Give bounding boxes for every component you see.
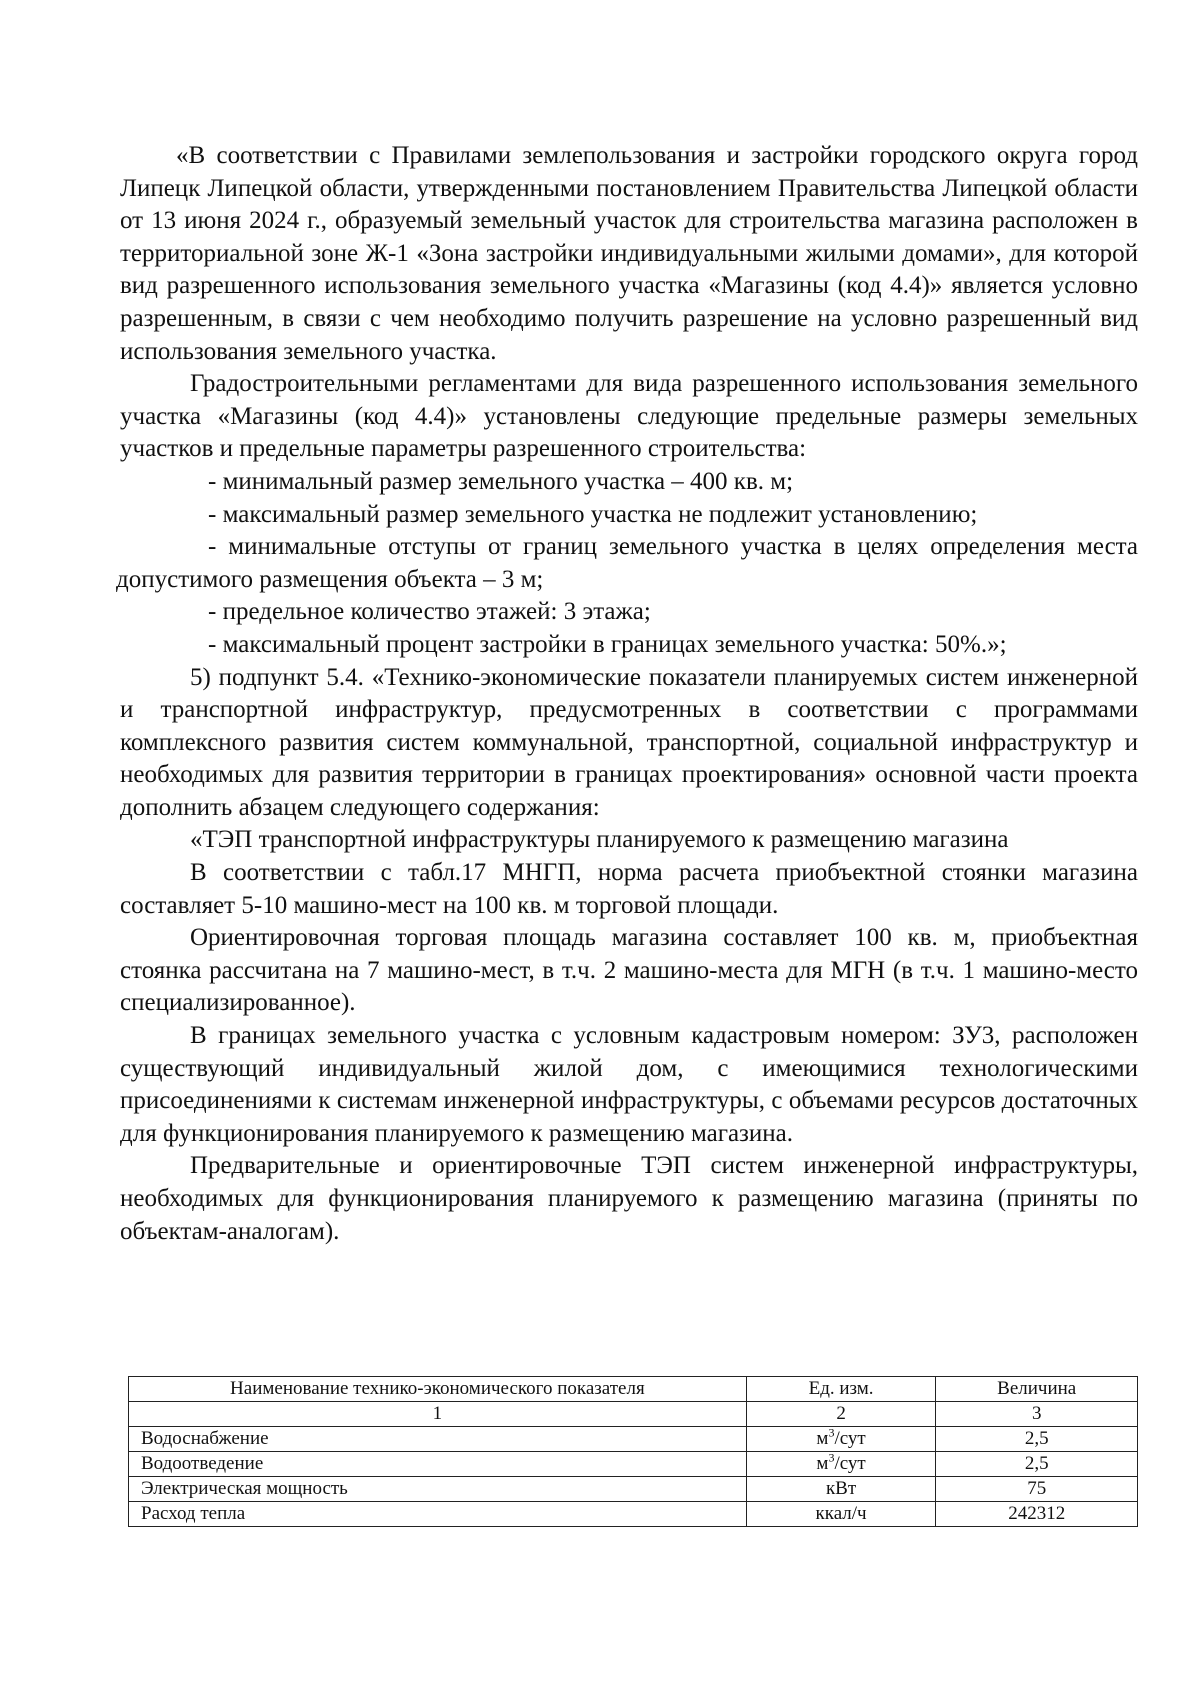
indicator-name: Водоснабжение xyxy=(129,1427,747,1452)
indicator-unit: ккал/ч xyxy=(746,1502,936,1527)
indicator-unit: кВт xyxy=(746,1477,936,1502)
indicator-unit: $м^3$/сут xyxy=(746,1452,936,1477)
column-header-value: Величина xyxy=(936,1377,1138,1402)
list-item-coverage: - максимальный процент застройки в границах земельного участка: 50%.»; xyxy=(208,630,1007,658)
indicator-value: 75 xyxy=(936,1477,1138,1502)
list-item-floors: - предельное количество этажей: 3 этажа; xyxy=(208,598,651,626)
column-number: 1 xyxy=(129,1402,747,1427)
indicator-value: 242312 xyxy=(936,1502,1138,1527)
list-item-setbacks: - минимальные отступы от границ земельного участка в целях определения места допустимого размещения объекта – 3 м; xyxy=(116,533,1138,593)
table-row xyxy=(129,1477,1138,1502)
column-number: 2 xyxy=(746,1402,936,1427)
table-row xyxy=(129,1502,1138,1527)
paragraph-parking-norm: В соответствии с табл.17 МНГП, норма расчета приобъектной стоянки магазина составляет 5-10 машино-мест на 100 кв. м торговой площади. xyxy=(120,859,1138,919)
list-item-max-size: - максимальный размер земельного участка не подлежит установлению; xyxy=(208,500,978,528)
table-row xyxy=(129,1452,1138,1477)
paragraph-land-plot: В границах земельного участка с условным кадастровым номером: ЗУ3, расположен существующий индивидуальный жилой дом, с имеющимися технологическими присоединениями к системам инженерной инфраструктуры, с объемами ресурсов достаточных для функционирования планируемого к размещению магазина. xyxy=(120,1022,1138,1147)
document-body xyxy=(116,140,1138,1248)
table-header-row xyxy=(129,1377,1138,1402)
column-header-unit: Ед. изм. xyxy=(746,1377,936,1402)
table-numbering-row xyxy=(129,1402,1138,1427)
paragraph-subclause-5-4: 5) подпункт 5.4. «Технико-экономические показатели планируемых систем инженерной и транспортной инфраструктур, предусмотренных в соответствии с программами комплексного развития систем коммунальной, транспортной, социальной инфраструктур и необходимых для развития территории в границах проектирования» основной части проекта дополнить абзацем следующего содержания: xyxy=(120,663,1138,821)
indicator-value: 2,5 xyxy=(936,1427,1138,1452)
column-header-indicator: Наименование технико-экономического показателя xyxy=(129,1377,747,1402)
table-row xyxy=(129,1427,1138,1452)
indicator-name: Водоотведение xyxy=(129,1452,747,1477)
indicator-unit: $м^3$/сут xyxy=(746,1427,936,1452)
indicator-value: 2,5 xyxy=(936,1452,1138,1477)
indicator-name: Расход тепла xyxy=(129,1502,747,1527)
paragraph-retail-area: Ориентировочная торговая площадь магазина составляет 100 кв. м, приобъектная стоянка рассчитана на 7 машино-мест, в т.ч. 2 машино-места для МГН (в т.ч. 1 машино-место специализированное). xyxy=(120,924,1138,1017)
tep-table xyxy=(128,1376,1138,1527)
list-item-min-size: - минимальный размер земельного участка – 400 кв. м; xyxy=(208,467,794,495)
indicator-name: Электрическая мощность xyxy=(129,1477,747,1502)
paragraph-zoning-rules: «В соответствии с Правилами землепользования и застройки городского округа город Липецк Липецкой области, утвержденными постановлением Правительства Липецкой области от 13 июня 2024 г., образуемый земельный участок для строительства магазина расположен в территориальной зоне Ж-1 «Зона застройки индивидуальными жилыми домами», для которой вид разрешенного использования земельного участка «Магазины (код 4.4)» является условно разрешенным, в связи с чем необходимо получить разрешение на условно разрешенный вид использования земельного участка. xyxy=(120,142,1138,365)
paragraph-preliminary-tep: Предварительные и ориентировочные ТЭП систем инженерной инфраструктуры, необходимых для функционирования планируемого к размещению магазина (приняты по объектам-аналогам). xyxy=(120,1152,1138,1245)
paragraph-tep-heading: «ТЭП транспортной инфраструктуры планируемого к размещению магазина xyxy=(190,826,1009,854)
paragraph-urban-regulations: Градостроительными регламентами для вида разрешенного использования земельного участка «Магазины (код 4.4)» установлены следующие предельные размеры земельных участков и предельные параметры разрешенного строительства: xyxy=(120,370,1138,463)
column-number: 3 xyxy=(936,1402,1138,1427)
